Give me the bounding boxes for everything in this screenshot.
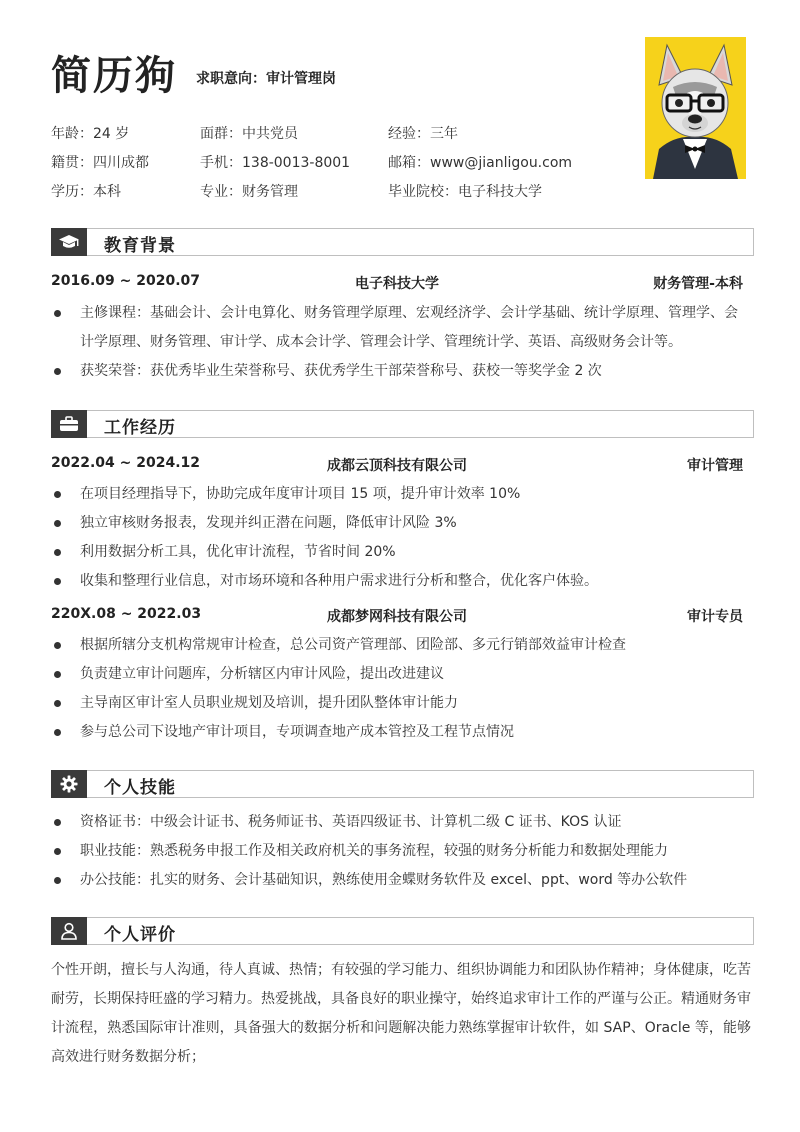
- section-work-title: 工作经历: [104, 418, 176, 438]
- bullet-dot: [54, 368, 61, 375]
- info-experience: 经验：三年: [388, 126, 458, 142]
- resume-name: 简历狗: [51, 53, 177, 99]
- bullet-dot: [54, 848, 61, 855]
- gear-icon: [51, 770, 87, 798]
- graduation-cap-icon: [51, 228, 87, 256]
- job-intention: 求职意向：审计管理岗: [196, 71, 336, 87]
- section-work-header: [51, 410, 754, 438]
- section-evaluation-header: [51, 917, 754, 945]
- job-duty: 主导南区审计室人员职业规划及培训，提升团队整体审计能力: [80, 695, 458, 711]
- job-role: 审计专员: [687, 609, 743, 625]
- bullet-dot: [54, 700, 61, 707]
- info-major: 专业：财务管理: [200, 184, 298, 200]
- job-company: 成都云顶科技有限公司: [327, 458, 467, 474]
- job-row: [51, 606, 743, 626]
- education-honors: 获奖荣誉：获优秀毕业生荣誉称号、获优秀学生干部荣誉称号、获校一等奖学金 2 次: [80, 363, 602, 379]
- job-date: 220X.08 ~ 2022.03: [51, 606, 202, 622]
- avatar-photo: [645, 37, 746, 179]
- education-courses: 主修课程：基础会计、会计电算化、财务管理学原理、宏观经济学、会计学基础、统计学原理、管理学、会计学原理、财务管理、审计学、成本会计学、管理会计学、管理统计学、英语、高级财务会计等。: [80, 305, 738, 350]
- bullet-dot: [54, 729, 61, 736]
- bullet-dot: [54, 491, 61, 498]
- info-age: 年龄：24 岁: [51, 126, 130, 142]
- info-school: 毕业院校：电子科技大学: [388, 184, 542, 200]
- section-education-header: [51, 228, 754, 256]
- job-duty: 利用数据分析工具，优化审计流程，节省时间 20%: [80, 544, 396, 560]
- info-degree: 学历：本科: [51, 184, 121, 200]
- bullet-dot: [54, 520, 61, 527]
- info-hometown: 籍贯：四川成都: [51, 155, 149, 171]
- job-duty: 根据所辖分支机构常规审计检查，总公司资产管理部、团险部、多元行销部效益审计检查: [80, 637, 626, 653]
- job-duty: 独立审核财务报表，发现并纠正潜在问题，降低审计风险 3%: [80, 515, 457, 531]
- education-school: 电子科技大学: [355, 276, 439, 292]
- section-skills-title: 个人技能: [104, 778, 176, 798]
- info-phone: 手机：138-0013-8001: [200, 155, 351, 171]
- skill-professional: 职业技能：熟悉税务申报工作及相关政府机关的事务流程，较强的财务分析能力和数据处理能力: [80, 843, 668, 859]
- job-duty: 负责建立审计问题库，分析辖区内审计风险，提出改进建议: [80, 666, 444, 682]
- job-role: 审计管理: [687, 458, 743, 474]
- briefcase-icon: [51, 410, 87, 438]
- bullet-dot: [54, 549, 61, 556]
- bullet-dot: [54, 671, 61, 678]
- bullet-dot: [54, 642, 61, 649]
- job-company: 成都梦网科技有限公司: [327, 609, 467, 625]
- bullet-dot: [54, 877, 61, 884]
- bullet-dot: [54, 578, 61, 585]
- section-education-title: 教育背景: [104, 236, 176, 256]
- dog-avatar-illustration: [645, 37, 746, 179]
- job-duty: 在项目经理指导下，协助完成年度审计项目 15 项，提升审计效率 10%: [80, 486, 521, 502]
- section-skills-header: [51, 770, 754, 798]
- education-date: 2016.09 ~ 2020.07: [51, 273, 201, 289]
- skill-certificates: 资格证书：中级会计证书、税务师证书、英语四级证书、计算机二级 C 证书、KOS 认证: [80, 814, 622, 830]
- job-row: [51, 455, 743, 475]
- info-political: 面群：中共党员: [200, 126, 298, 142]
- section-evaluation-title: 个人评价: [104, 925, 176, 945]
- education-major: 财务管理-本科: [653, 276, 743, 292]
- job-date: 2022.04 ~ 2024.12: [51, 455, 201, 471]
- education-row: [51, 273, 743, 293]
- job-duty: 参与总公司下设地产审计项目，专项调查地产成本管控及工程节点情况: [80, 724, 514, 740]
- bullet-dot: [54, 310, 61, 317]
- info-email: 邮箱：www@jianligou.com: [388, 155, 573, 171]
- user-icon: [51, 917, 87, 945]
- skill-office: 办公技能：扎实的财务、会计基础知识，熟练使用金蝶财务软件及 excel、ppt、word 等办公软件: [80, 872, 688, 888]
- bullet-dot: [54, 819, 61, 826]
- job-duty: 收集和整理行业信息，对市场环境和各种用户需求进行分析和整合，优化客户体验。: [80, 573, 598, 589]
- self-evaluation-text: 个性开朗，擅长与人沟通，待人真诚、热情；有较强的学习能力、组织协调能力和团队协作精神；身体健康，吃苦耐劳，长期保持旺盛的学习精力。热爱挑战，具备良好的职业操守，始终追求审计工作的严谨与公正。精通财务审计流程，熟悉国际审计准则，具备强大的数据分析和问题解决能力熟练掌握审计软件，如 SAP、Oracle 等，能够高效进行财务数据分析；: [51, 962, 751, 1065]
